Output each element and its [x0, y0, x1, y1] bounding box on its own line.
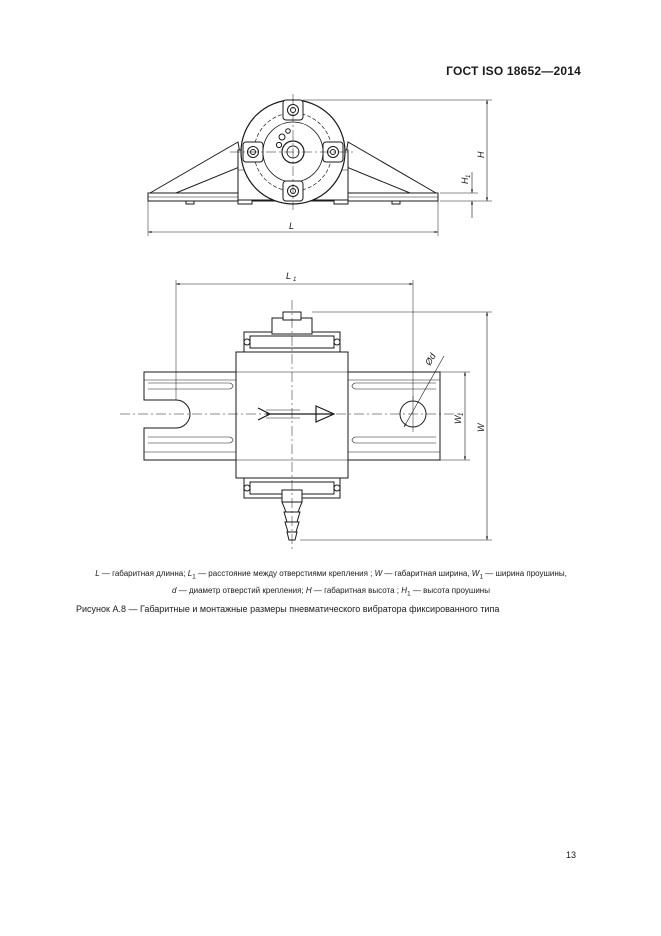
- right-gusset: [344, 142, 436, 193]
- document-header: ГОСТ ISO 18652—2014: [446, 64, 581, 78]
- legend-text: — высота проушины: [410, 585, 490, 595]
- label-H1: H: [460, 177, 470, 184]
- legend-text: — расстояние между отверстиями крепления ;: [195, 569, 375, 578]
- legend-symbol: L: [95, 569, 100, 578]
- legend-symbol: W: [374, 569, 383, 578]
- label-L1-subscript: 1: [293, 277, 297, 283]
- label-L1: L: [286, 271, 292, 281]
- legend-symbol: d: [172, 585, 177, 595]
- legend-subscript: 1: [192, 573, 196, 581]
- legend-line-1: [36, 567, 626, 584]
- legend-symbol: H: [401, 585, 407, 595]
- legend-symbol: W: [471, 569, 480, 578]
- legend-text: — диаметр отверстий крепления;: [176, 585, 306, 595]
- legend-line-2: [36, 584, 626, 601]
- label-H1-subscript: 1: [466, 174, 472, 178]
- figure-caption: Рисунок А.8 — Габаритные и монтажные размеры пневматического вибратора фиксированного типа: [76, 604, 500, 614]
- legend-text: — габаритная длинна;: [99, 569, 188, 578]
- label-W1: W: [453, 415, 463, 424]
- page-number: 13: [566, 850, 577, 860]
- legend-text: — ширина проушины,: [483, 569, 567, 578]
- top-view: [120, 280, 492, 550]
- legend-text: — габаритная ширина,: [382, 569, 472, 578]
- label-L: L: [289, 221, 295, 231]
- legend-subscript: 1: [479, 573, 484, 581]
- label-W: W: [476, 423, 486, 432]
- legend-text: — габаритная высота ;: [311, 585, 402, 595]
- label-W1-subscript: 1: [459, 412, 465, 416]
- label-d: Ød: [423, 351, 438, 367]
- legend-symbol: H: [305, 585, 312, 595]
- legend: [36, 567, 626, 600]
- legend-symbol: L: [187, 569, 193, 578]
- label-H: H: [476, 151, 486, 158]
- left-gusset: [150, 142, 242, 193]
- legend-subscript: 1: [407, 590, 411, 598]
- front-view: [148, 94, 492, 236]
